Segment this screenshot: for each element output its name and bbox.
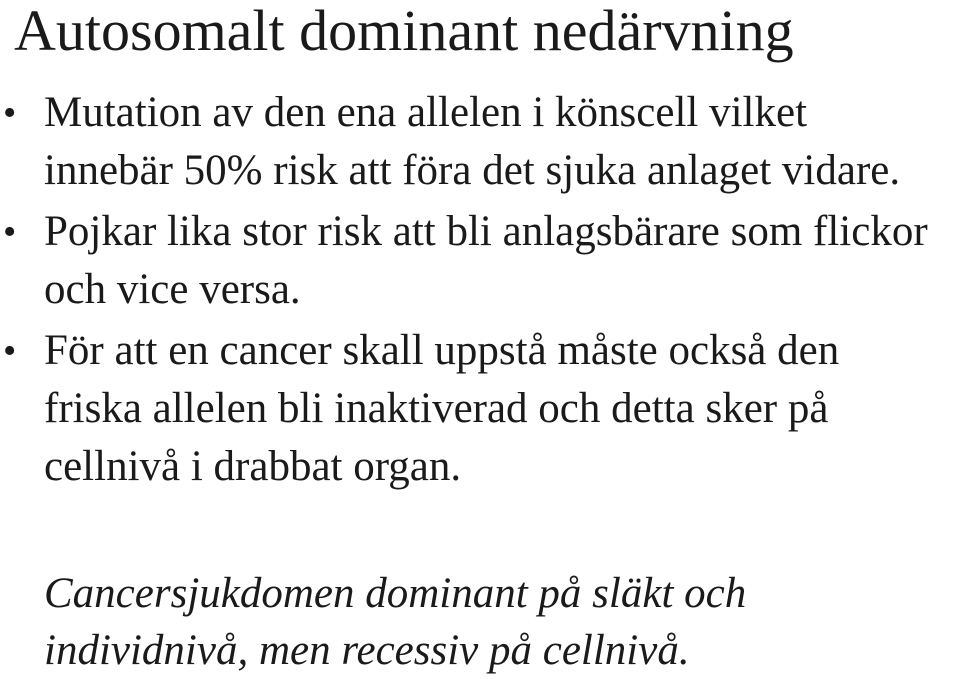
bullet-marker: • xyxy=(3,92,17,134)
conclusion-line: Cancersjukdomen dominant på släkt och xyxy=(44,570,747,617)
bullet-text: För att en cancer skall uppstå måste också den friska allelen bli inaktiverad och detta sker på cellnivå i drabbat organ. xyxy=(44,327,840,490)
bullet-text: Pojkar lika stor risk att bli anlagsbärare som flickor och vice versa. xyxy=(44,208,928,313)
conclusion-line: individnivå, men recessiv på cellnivå. xyxy=(44,627,690,674)
bullet-item xyxy=(0,203,960,319)
bullet-list xyxy=(0,84,960,499)
bullet-item xyxy=(0,322,960,496)
bullet-text: Mutation av den ena allelen i könscell vilket innebär 50% risk att föra det sjuka anlaget vidare. xyxy=(44,89,901,194)
bullet-marker: • xyxy=(3,330,17,372)
slide-title: Autosomalt dominant nedärvning xyxy=(14,0,794,63)
conclusion-text xyxy=(44,565,944,679)
bullet-marker: • xyxy=(3,211,17,253)
bullet-item xyxy=(0,84,960,200)
